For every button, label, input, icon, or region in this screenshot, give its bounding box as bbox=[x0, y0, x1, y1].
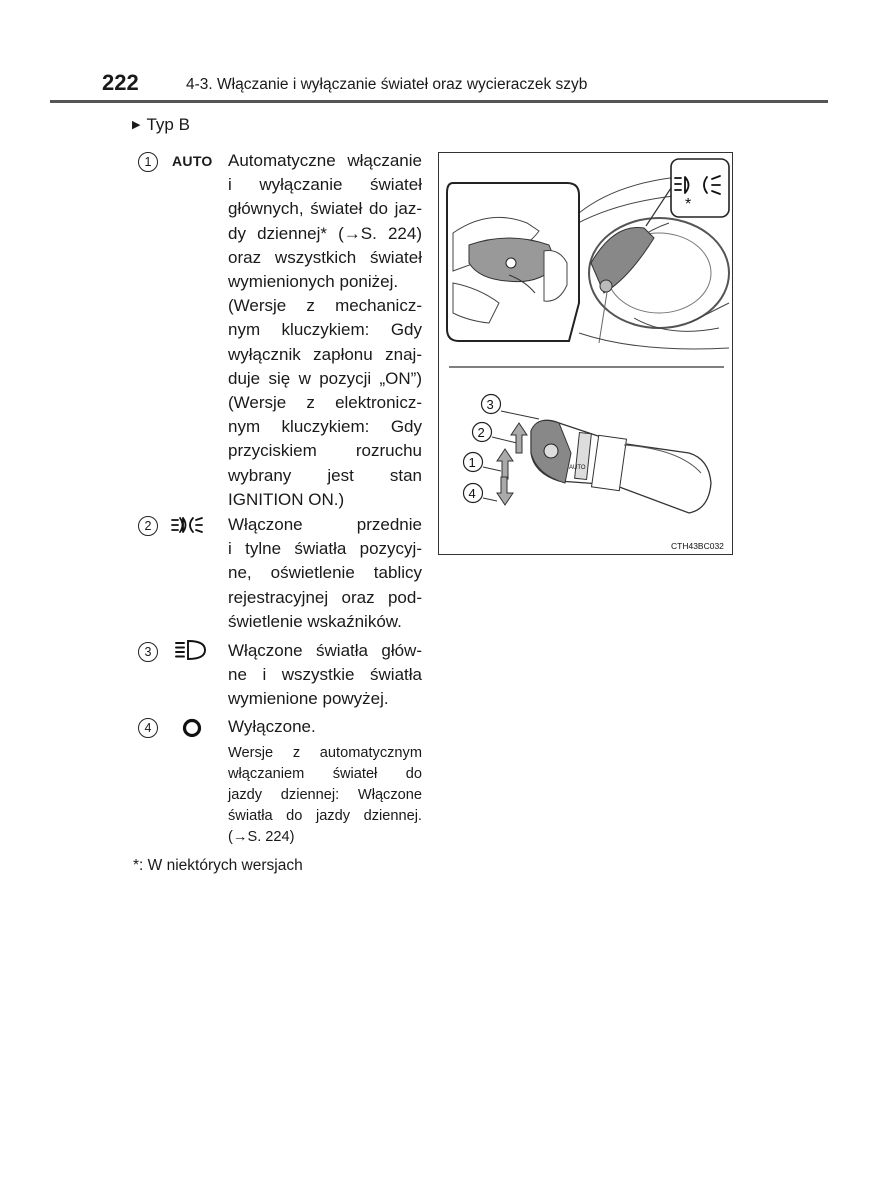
page-header bbox=[50, 70, 828, 104]
off-icon bbox=[181, 717, 203, 744]
arrow-up-2 bbox=[511, 423, 527, 453]
type-label-text: Typ B bbox=[146, 115, 190, 134]
position-leader-lines bbox=[483, 411, 539, 501]
arrow-up-1 bbox=[497, 449, 513, 479]
item-number-4: 4 bbox=[138, 718, 158, 738]
svg-text:1: 1 bbox=[468, 455, 476, 470]
item-2-description: Włączone przednie i tylne światła pozycyj- ne, oświetlenie tablicy rejestracyjnej oraz pod- świetlenie wskaźników. bbox=[228, 515, 422, 631]
item-1-description: Automatyczne włączanie i wyłączanie świateł głównych, świateł do jaz- dy dziennej* (→S. 224) oraz wszystkich świateł wymienionych poniżej. (Wersje z mechanicz- nym kluczykiem: Gdy wyłącznik zapłonu znaj- duje się w pozycji „ON”) (Wersje z elektronicz- nym kluczykiem: Gdy przyciskiem rozruchu wybrany jest stan IGNITION ON.) bbox=[228, 151, 422, 509]
item-number-1: 1 bbox=[138, 152, 158, 172]
figure bbox=[438, 152, 733, 555]
item-number-2: 2 bbox=[138, 516, 158, 536]
item-number-3: 3 bbox=[138, 642, 158, 662]
switch-auto-label: AUTO bbox=[569, 465, 586, 471]
triangle-bullet-icon: ▶ bbox=[132, 119, 141, 131]
svg-text:4: 4 bbox=[468, 486, 476, 501]
header-rule bbox=[50, 100, 828, 103]
svg-text:3: 3 bbox=[486, 397, 494, 412]
svg-text:2: 2 bbox=[477, 425, 485, 440]
callout-star: * bbox=[685, 196, 692, 213]
item-4-note: Wersje z automatycznym włączaniem świateł do jazdy dziennej: Włączone światła do jazdy dziennej. (→S. 224) bbox=[228, 745, 422, 845]
auto-symbol: AUTO bbox=[172, 153, 213, 169]
parking-lights-icon bbox=[171, 515, 211, 540]
figure-illustration bbox=[439, 153, 734, 556]
item-3-description: Włączone światła głów- ne i wszystkie światła wymienione powyżej. bbox=[228, 641, 422, 709]
callout-box bbox=[671, 159, 729, 217]
arrow-down-4 bbox=[497, 477, 513, 505]
position-labels bbox=[464, 395, 501, 503]
item-4-description: Wyłączone. bbox=[228, 717, 316, 736]
footnote: *: W niektórych wersjach bbox=[133, 857, 303, 874]
type-label bbox=[132, 115, 190, 135]
figure-code: CTH43BC032 bbox=[671, 541, 724, 551]
page-number: 222 bbox=[102, 70, 139, 95]
section-title: 4-3. Włączanie i wyłączanie świateł oraz wycieraczek szyb bbox=[186, 76, 588, 93]
headlights-icon bbox=[175, 639, 209, 666]
callout-line bbox=[646, 188, 671, 226]
